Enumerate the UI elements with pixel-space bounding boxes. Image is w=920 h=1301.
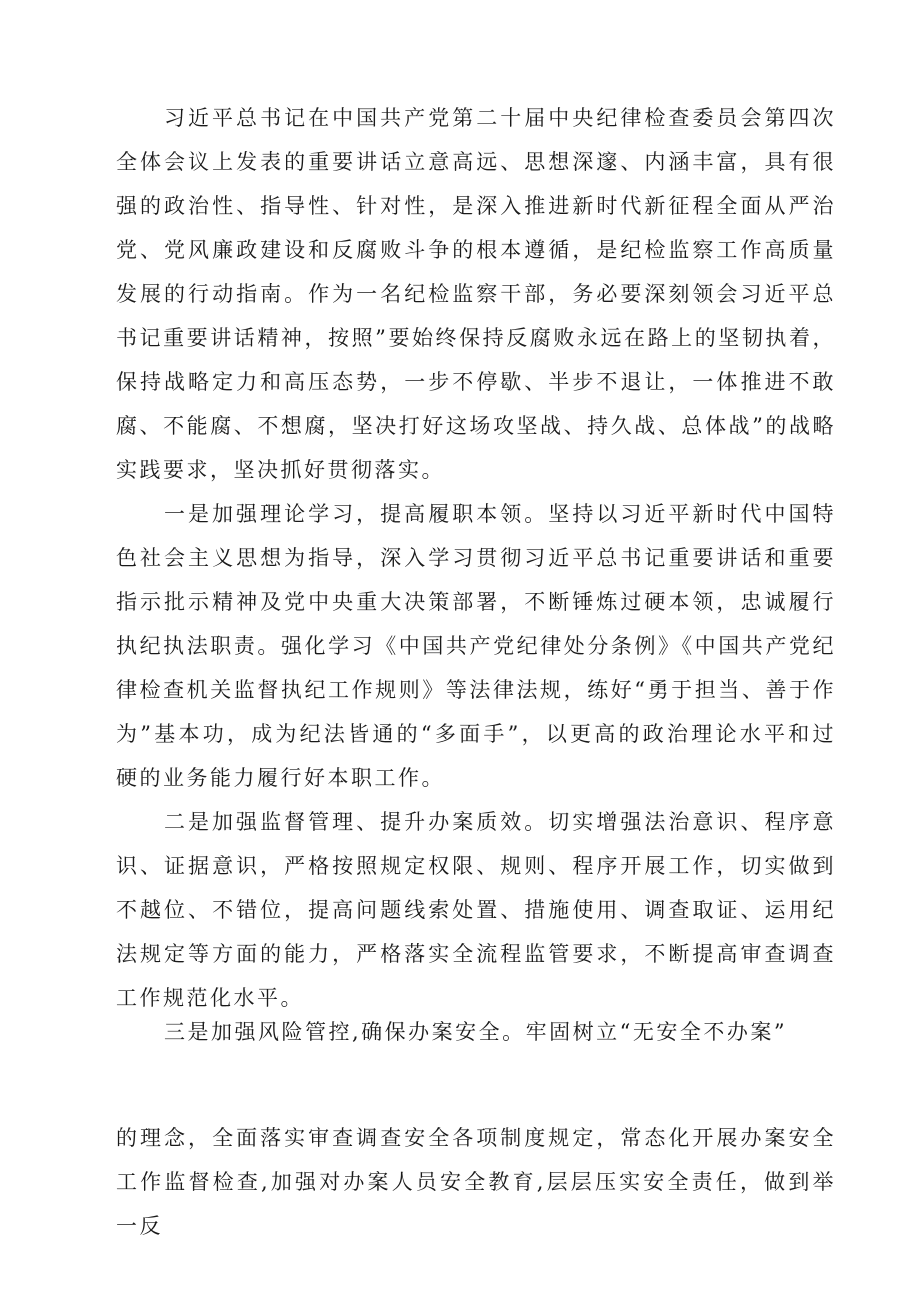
paragraph-point-one: 一是加强理论学习，提高履职本领。坚持以习近平新时代中国特色社会主义思想为指导，深入学习贯彻习近平总书记重要讲话和重要指示批示精神及党中央重大决策部署，不断锤炼过硬本领，忠诚履行执纪执法职责。强化学习《中国共产党纪律处分条例》《中国共产党纪律检查机关监督执纪工作规则》等法律法规，练好“勇于担当、善于作为”基本功，成为纪法皆通的“多面手”，以更高的政治理论水平和过硬的业务能力履行好本职工作。 <box>116 502 836 790</box>
paragraph-point-two: 二是加强监督管理、提升办案质效。切实增强法治意识、程序意识、证据意识，严格按照规定权限、规则、程序开展工作，切实做到不越位、不错位，提高问题线索处置、措施使用、调查取证、运用纪法规定等方面的能力，严格落实全流程监管要求，不断提高审查调查工作规范化水平。 <box>116 810 836 1010</box>
paragraph-point-three-heading: 三是加强风险管控,确保办案安全。牢固树立“无安全不办案” <box>164 1020 788 1044</box>
paragraph-intro: 习近平总书记在中国共产党第二十届中央纪律检查委员会第四次全体会议上发表的重要讲话立意高远、思想深邃、内涵丰富，具有很强的政治性、指导性、针对性，是深入推进新时代新征程全面从严治党、党风廉政建设和反腐败斗争的根本遵循，是纪检监察工作高质量发展的行动指南。作为一名纪检监察干部，务必要深刻领会习近平总书记重要讲话精神，按照”要始终保持反腐败永远在路上的坚韧执着，保持战略定力和高压态势，一步不停歇、半步不退让，一体推进不敢腐、不能腐、不想腐，坚决打好这场攻坚战、持久战、总体战”的战略实践要求，坚决抓好贯彻落实。 <box>116 106 836 482</box>
paragraph-point-three-body: 的理念，全面落实审查调查安全各项制度规定，常态化开展办案安全工作监督检查,加强对办案人员安全教育,层层压实安全责任，做到举一反 <box>116 1126 836 1238</box>
